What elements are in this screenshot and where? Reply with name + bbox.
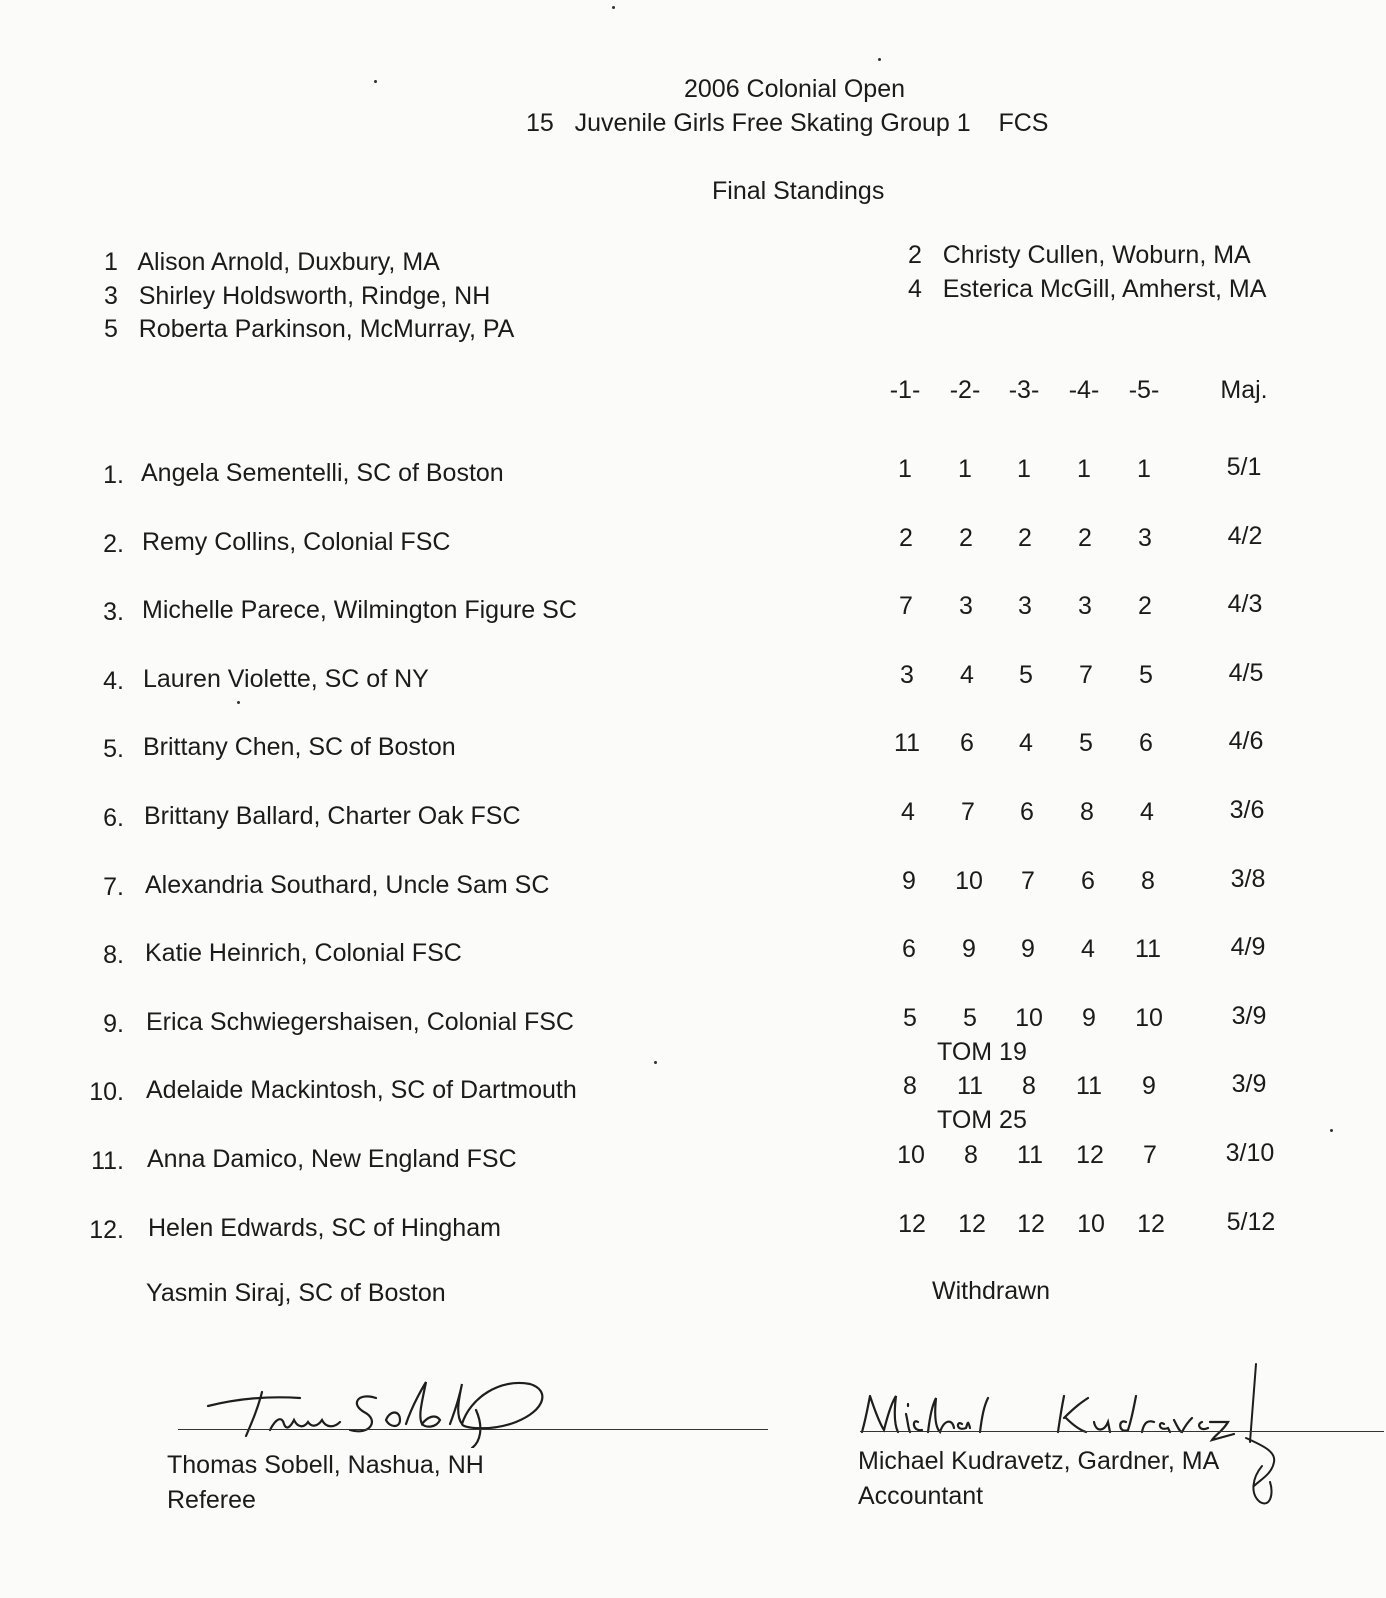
event-number: 15 xyxy=(526,109,554,137)
scan-speck xyxy=(374,80,377,83)
judge-mark-3: 9 xyxy=(1021,935,1035,963)
majority-value: 3/8 xyxy=(1230,865,1266,893)
judge-name: Esterica McGill, Amherst, MA xyxy=(942,275,1267,303)
judge-mark-4: 5 xyxy=(1079,729,1093,757)
judge-mark-3: 12 xyxy=(1017,1210,1045,1238)
judge-mark-4: 12 xyxy=(1076,1141,1104,1169)
skater-name: Michelle Parece, Wilmington Figure SC xyxy=(142,596,577,624)
judge-mark-1: 7 xyxy=(899,592,913,620)
skater-name: Helen Edwards, SC of Hingham xyxy=(148,1214,501,1242)
judge-mark-1: 12 xyxy=(898,1210,926,1238)
skater-name: Katie Heinrich, Colonial FSC xyxy=(145,939,462,967)
judge-mark-2: 1 xyxy=(958,455,972,483)
judge-mark-4: 2 xyxy=(1078,524,1092,552)
judge-mark-3: 5 xyxy=(1019,661,1033,689)
judge-mark-2: 7 xyxy=(961,798,975,826)
judge-mark-1: 6 xyxy=(902,935,916,963)
judge-mark-1: 10 xyxy=(897,1141,925,1169)
judge-mark-5: 12 xyxy=(1137,1210,1165,1238)
judge-mark-2: 4 xyxy=(960,661,974,689)
scan-speck xyxy=(878,58,881,61)
judge-mark-2: 6 xyxy=(960,729,974,757)
judge-mark-4: 8 xyxy=(1080,798,1094,826)
judge-mark-2: 5 xyxy=(963,1004,977,1032)
result-place: 2. xyxy=(103,530,124,558)
result-place: 7. xyxy=(103,873,124,901)
judge-mark-2: 11 xyxy=(957,1072,983,1100)
skater-name: Brittany Ballard, Charter Oak FSC xyxy=(144,802,521,830)
judge-mark-5: 5 xyxy=(1139,661,1153,689)
judge-mark-5: 11 xyxy=(1135,935,1161,963)
judge-mark-4: 7 xyxy=(1079,661,1093,689)
judge-mark-2: 9 xyxy=(962,935,976,963)
referee-role: Referee xyxy=(167,1486,256,1514)
majority-value: 5/1 xyxy=(1226,453,1262,481)
result-place: 10. xyxy=(89,1078,124,1106)
skater-name: Remy Collins, Colonial FSC xyxy=(142,528,451,556)
judge-mark-3: 6 xyxy=(1020,798,1034,826)
judge-mark-4: 9 xyxy=(1082,1004,1096,1032)
judge-mark-2: 10 xyxy=(955,867,983,895)
judge-entry xyxy=(908,243,1251,268)
skater-name: Lauren Violette, SC of NY xyxy=(143,665,429,693)
judge-mark-4: 6 xyxy=(1081,867,1095,895)
result-place: 5. xyxy=(103,735,124,763)
accountant-signature-line xyxy=(860,1431,1384,1432)
judge-mark-1: 3 xyxy=(900,661,914,689)
judge-mark-3: 8 xyxy=(1022,1072,1036,1100)
majority-value: 3/9 xyxy=(1231,1070,1267,1098)
skater-name: Alexandria Southard, Uncle Sam SC xyxy=(145,871,550,899)
judge-entry xyxy=(908,277,1266,302)
majority-column-header: Maj. xyxy=(1220,376,1268,404)
judge-name: Shirley Holdsworth, Rindge, NH xyxy=(138,282,491,310)
judge-number: 4 xyxy=(908,275,922,303)
judge-mark-1: 8 xyxy=(903,1072,917,1100)
judge-mark-4: 11 xyxy=(1076,1072,1102,1100)
result-place: 3. xyxy=(103,598,124,626)
judge-entry xyxy=(104,317,514,342)
judge-mark-5: 9 xyxy=(1142,1072,1156,1100)
judge-mark-3: 3 xyxy=(1018,592,1032,620)
accountant-name: Michael Kudravetz, Gardner, MA xyxy=(858,1447,1220,1475)
judge-mark-1: 9 xyxy=(902,867,916,895)
tie-break-note: TOM 25 xyxy=(937,1106,1027,1134)
judge-name: Christy Cullen, Woburn, MA xyxy=(942,241,1251,269)
referee-signature xyxy=(200,1358,560,1448)
majority-value: 4/3 xyxy=(1227,590,1263,618)
judge-mark-4: 1 xyxy=(1077,455,1091,483)
judge-mark-5: 8 xyxy=(1141,867,1155,895)
judge-mark-2: 12 xyxy=(958,1210,986,1238)
withdrawn-skater-name: Yasmin Siraj, SC of Boston xyxy=(146,1279,446,1307)
judge-column-header: -4- xyxy=(1068,376,1100,404)
judge-mark-3: 7 xyxy=(1021,867,1035,895)
majority-value: 5/12 xyxy=(1226,1208,1276,1236)
judge-mark-3: 4 xyxy=(1019,729,1033,757)
skater-name: Anna Damico, New England FSC xyxy=(147,1145,517,1173)
withdrawn-status: Withdrawn xyxy=(932,1277,1051,1305)
judge-mark-4: 4 xyxy=(1081,935,1095,963)
judge-number: 2 xyxy=(908,241,922,269)
majority-value: 4/9 xyxy=(1230,933,1266,961)
judge-mark-5: 3 xyxy=(1138,524,1152,552)
judge-column-header: -3- xyxy=(1008,376,1040,404)
skater-name: Adelaide Mackintosh, SC of Dartmouth xyxy=(146,1076,577,1104)
result-place: 1. xyxy=(103,461,124,489)
majority-value: 4/2 xyxy=(1227,522,1263,550)
judge-mark-5: 1 xyxy=(1137,455,1151,483)
referee-signature-line xyxy=(178,1429,768,1430)
event-name: Juvenile Girls Free Skating Group 1 xyxy=(574,109,971,137)
judge-column-header: -2- xyxy=(949,376,981,404)
judge-mark-2: 3 xyxy=(959,592,973,620)
result-place: 12. xyxy=(89,1216,124,1244)
majority-value: 3/9 xyxy=(1231,1002,1267,1030)
judge-name: Roberta Parkinson, McMurray, PA xyxy=(138,315,515,343)
scan-speck xyxy=(612,6,615,9)
result-place: 4. xyxy=(103,667,124,695)
judge-number: 3 xyxy=(104,282,118,310)
judge-mark-5: 2 xyxy=(1138,592,1152,620)
scan-speck xyxy=(654,1061,657,1064)
judge-name: Alison Arnold, Duxbury, MA xyxy=(137,248,440,276)
judge-mark-3: 2 xyxy=(1018,524,1032,552)
judge-mark-3: 1 xyxy=(1017,455,1031,483)
document-title: 2006 Colonial Open xyxy=(684,75,905,103)
judge-mark-5: 6 xyxy=(1139,729,1153,757)
judge-mark-1: 5 xyxy=(903,1004,917,1032)
judge-number: 1 xyxy=(104,248,118,276)
judge-mark-1: 11 xyxy=(894,729,920,757)
tie-break-note: TOM 19 xyxy=(937,1038,1027,1066)
judge-mark-2: 8 xyxy=(964,1141,978,1169)
event-line xyxy=(526,111,1048,136)
referee-name: Thomas Sobell, Nashua, NH xyxy=(167,1451,484,1479)
accountant-role: Accountant xyxy=(858,1482,984,1510)
majority-value: 4/6 xyxy=(1228,727,1264,755)
judge-column-header: -1- xyxy=(889,376,921,404)
majority-value: 3/10 xyxy=(1225,1139,1275,1167)
judge-mark-5: 7 xyxy=(1143,1141,1157,1169)
judge-mark-4: 10 xyxy=(1077,1210,1105,1238)
judge-mark-3: 11 xyxy=(1017,1141,1043,1169)
judge-entry xyxy=(104,250,440,275)
scan-speck xyxy=(1330,1129,1333,1132)
scan-speck xyxy=(237,701,240,704)
judge-mark-3: 10 xyxy=(1015,1004,1043,1032)
result-place: 8. xyxy=(103,941,124,969)
judge-mark-5: 10 xyxy=(1135,1004,1163,1032)
judge-column-header: -5- xyxy=(1128,376,1160,404)
judge-entry xyxy=(104,284,490,309)
majority-value: 3/6 xyxy=(1229,796,1265,824)
judge-mark-2: 2 xyxy=(959,524,973,552)
majority-value: 4/5 xyxy=(1228,659,1264,687)
result-place: 11. xyxy=(91,1147,124,1175)
result-place: 6. xyxy=(103,804,124,832)
skater-name: Brittany Chen, SC of Boston xyxy=(143,733,456,761)
judge-mark-1: 1 xyxy=(898,455,912,483)
skater-name: Erica Schwiegershaisen, Colonial FSC xyxy=(146,1008,574,1036)
judge-mark-1: 4 xyxy=(901,798,915,826)
judge-mark-4: 3 xyxy=(1078,592,1092,620)
judge-number: 5 xyxy=(104,315,118,343)
result-place: 9. xyxy=(103,1010,124,1038)
judge-mark-5: 4 xyxy=(1140,798,1154,826)
event-club: FCS xyxy=(998,109,1049,137)
judge-mark-1: 2 xyxy=(899,524,913,552)
skater-name: Angela Sementelli, SC of Boston xyxy=(141,459,504,487)
document-subtitle: Final Standings xyxy=(712,177,885,205)
